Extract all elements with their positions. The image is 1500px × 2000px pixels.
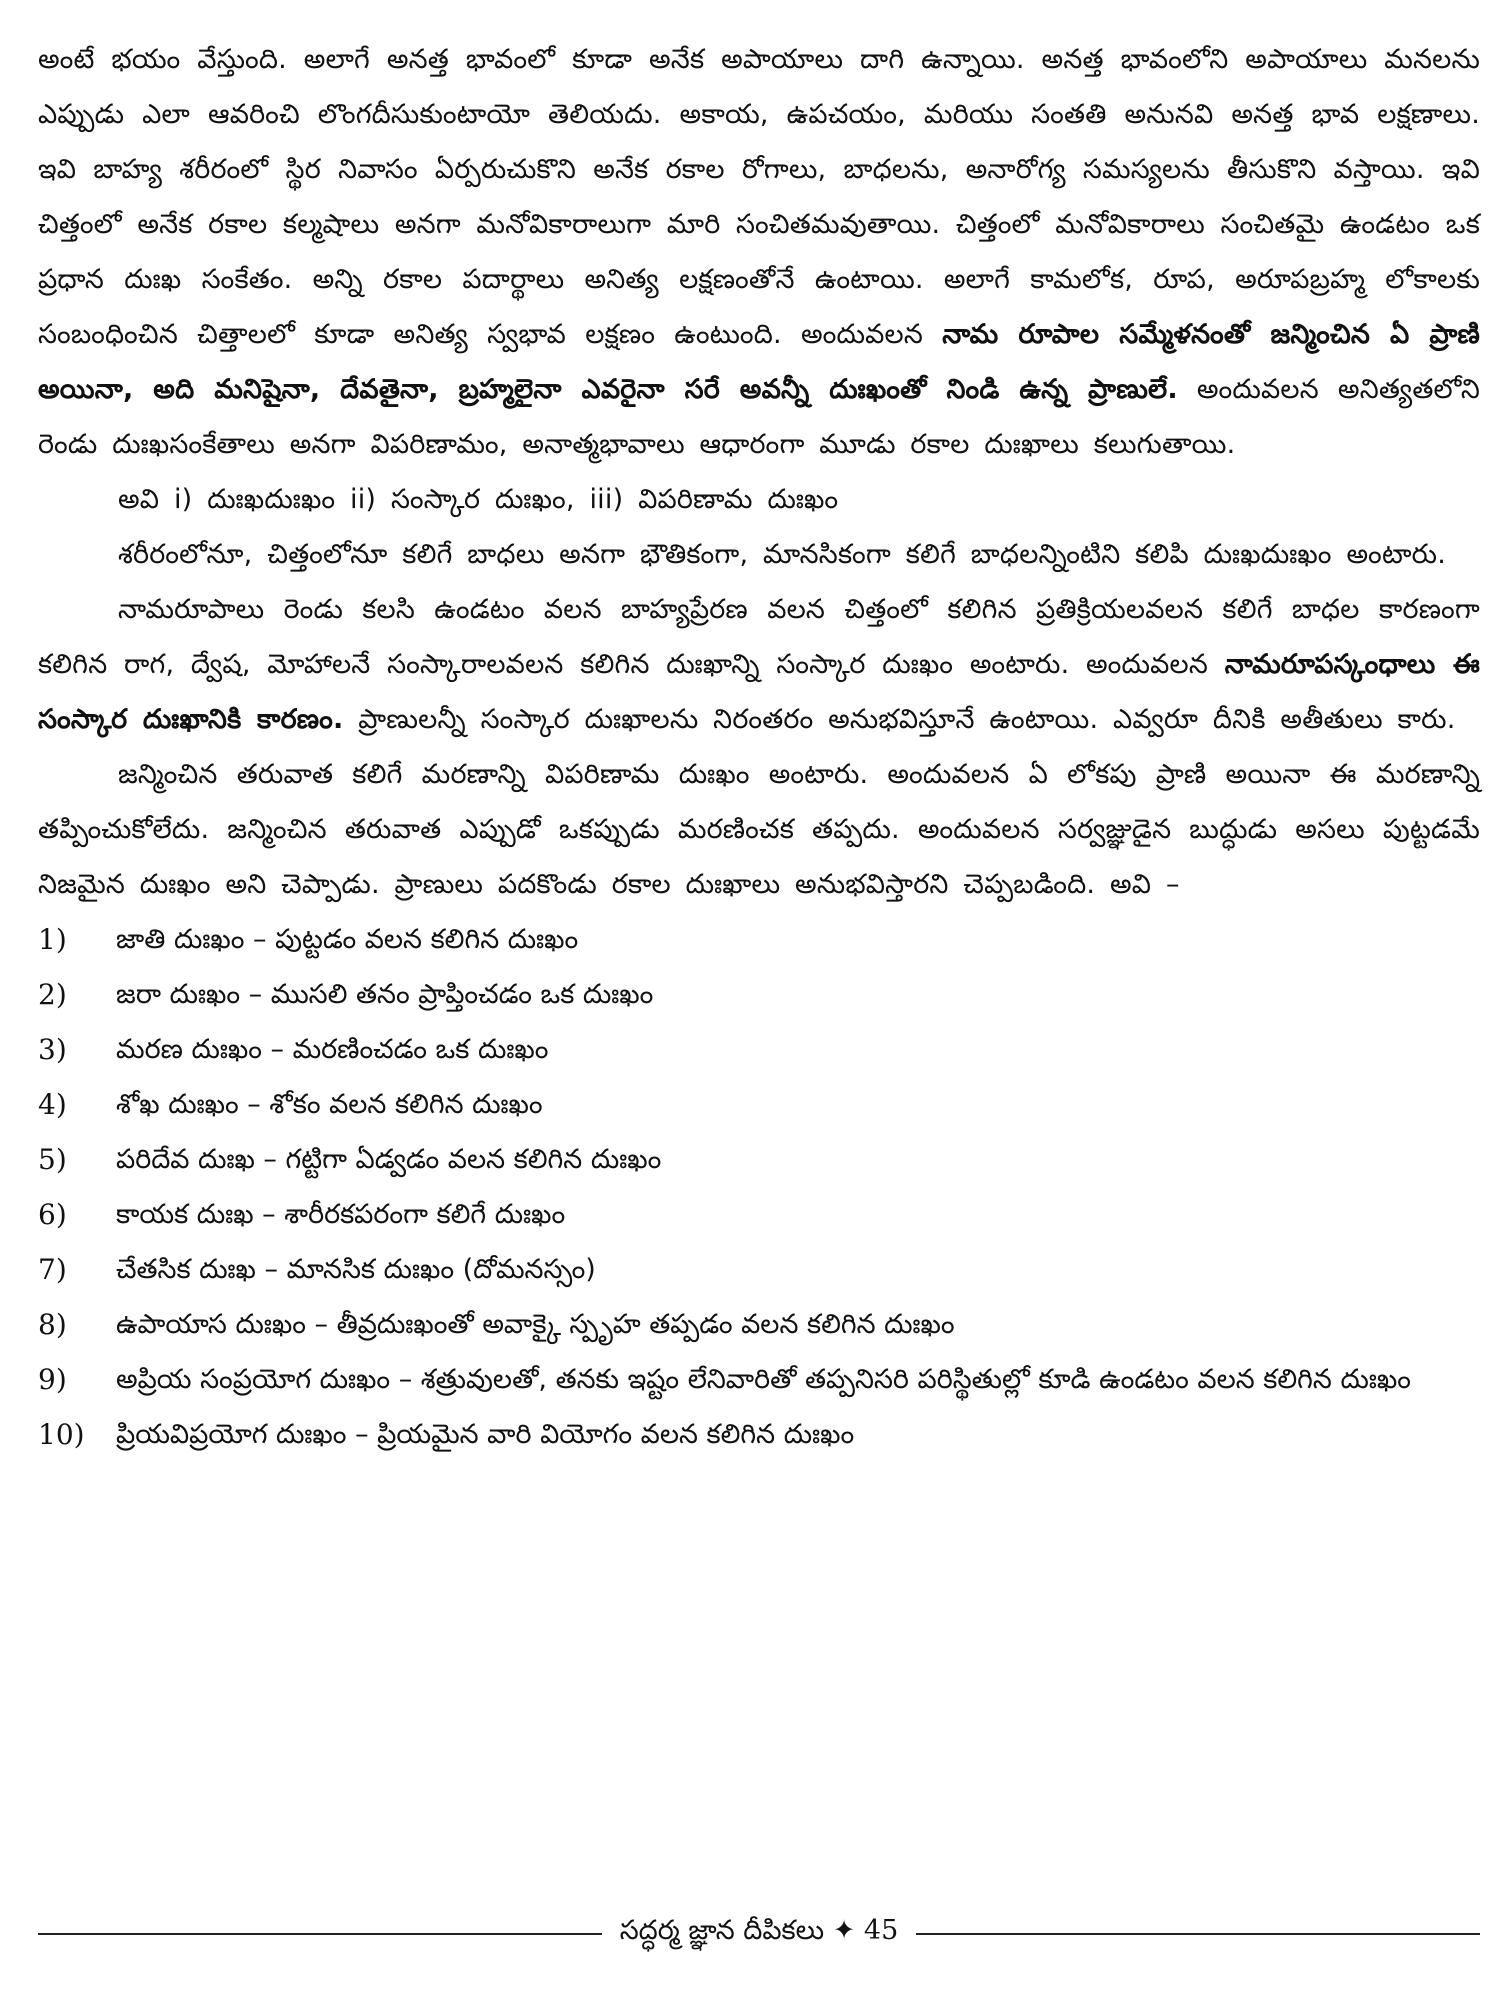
list-item-number: 4)	[38, 1088, 67, 1121]
list-item-text: జాతి దుఃఖం – పుట్టడం వలన కలిగిన దుఃఖం	[116, 924, 579, 955]
page-body	[38, 32, 1480, 1462]
page-number: 45	[863, 1915, 899, 1946]
footer-book-title: సద్ధర్మ జ్ఞాన దీపికలు	[619, 1915, 825, 1946]
footer-rule-right	[916, 1933, 1480, 1935]
list-item	[38, 1297, 1480, 1352]
list-item	[38, 967, 1480, 1022]
text-segment: శరీరంలోనూ, చిత్తంలోనూ కలిగే బాధలు అనగా భౌతికంగా, మానసికంగా కలిగే బాధలన్నింటిని కలిపి దుఃఖదుఃఖం అంటారు.	[118, 539, 1446, 570]
list-item-number: 2)	[38, 978, 67, 1011]
bold-text: నామ రూపాల సమ్మేళనంతో జన్మించిన ఏ ప్రాణి అయినా, అది మనిషైనా, దేవతైనా, బ్రహ్మలైనా ఎవరైనా సరే అవన్నీ దుఃఖంతో నిండి ఉన్న ప్రాణులే.	[38, 319, 1480, 405]
list-item-text: మరణ దుఃఖం – మరణించడం ఒక దుఃఖం	[116, 1034, 549, 1065]
paragraph-p2	[38, 472, 1480, 527]
list-item	[38, 1022, 1480, 1077]
paragraph-p1	[38, 32, 1480, 472]
list-item-number: 6)	[38, 1198, 67, 1231]
list-item-text: శోఖ దుఃఖం – శోకం వలన కలిగిన దుఃఖం	[116, 1089, 543, 1120]
footer-star-icon: ✦	[832, 1915, 856, 1946]
footer-text	[602, 1915, 917, 1953]
text-segment: జన్మించిన తరువాత కలిగే మరణాన్ని విపరిణామ దుఃఖం అంటారు. అందువలన ఏ లోకపు ప్రాణి అయినా ఈ మరణాన్ని తప్పించుకోలేదు. జన్మించిన తరువాత ఎప్పుడో ఒకప్పుడు మరణించక తప్పదు. అందువలన సర్వజ్ఞుడైన బుద్ధుడు అసలు పుట్టడమే నిజమైన దుఃఖం అని చెప్పాడు. ప్రాణులు పదకొండు రకాల దుఃఖాలు అనుభవిస్తారని చెప్పబడింది. అవి –	[38, 759, 1480, 900]
paragraph-p3	[38, 527, 1480, 582]
list-item-text: చేతసిక దుఃఖ – మానసిక దుఃఖం (దోమనస్సం)	[116, 1254, 596, 1285]
list-item	[38, 912, 1480, 967]
list-item	[38, 1407, 1480, 1462]
bold-text: నామరూపస్కంధాలు ఈ సంస్కార దుఃఖానికి కారణం.	[38, 649, 1480, 735]
list-item-text: పరిదేవ దుఃఖ – గట్టిగా ఏడ్వడం వలన కలిగిన దుఃఖం	[116, 1144, 662, 1175]
text-segment: అవి i) దుఃఖదుఃఖం ii) సంస్కార దుఃఖం, iii) విపరిణామ దుఃఖం	[118, 484, 839, 515]
list-item	[38, 1077, 1480, 1132]
list-item-number: 5)	[38, 1143, 67, 1176]
footer-rule-left	[38, 1933, 602, 1935]
list-item	[38, 1187, 1480, 1242]
list-item	[38, 1242, 1480, 1297]
list-item	[38, 1132, 1480, 1187]
paragraph-p5	[38, 747, 1480, 912]
text-segment: ప్రాణులన్నీ సంస్కార దుఃఖాలను నిరంతరం అనుభవిస్తూనే ఉంటాయి. ఎవ్వరూ దీనికి అతీతులు కారు.	[343, 704, 1456, 735]
text-segment: నామరూపాలు రెండు కలసి ఉండటం వలన బాహ్యప్రేరణ వలన చిత్తంలో కలిగిన ప్రతిక్రియలవలన కలిగే బాధల కారణంగా కలిగిన రాగ, ద్వేష, మోహాలనే సంస్కారాలవలన కలిగిన దుఃఖాన్ని సంస్కార దుఃఖం అంటారు. అందువలన	[38, 594, 1480, 680]
paragraph-p4	[38, 582, 1480, 747]
list-item-text: ఉపాయాస దుఃఖం – తీవ్రదుఃఖంతో అవాక్కై స్పృహ తప్పడం వలన కలిగిన దుఃఖం	[116, 1309, 955, 1340]
text-segment: అంటే భయం వేస్తుంది. అలాగే అనత్త భావంలో కూడా అనేక అపాయాలు దాగి ఉన్నాయి. అనత్త భావంలోని అపాయాలు మనలను ఎప్పుడు ఎలా ఆవరించి లొంగదీసుకుంటాయో తెలియదు. అకాయ, ఉపచయం, మరియు సంతతి అనునవి అనత్త భావ లక్షణాలు. ఇవి బాహ్య శరీరంలో స్థిర నివాసం ఏర్పరుచుకొని అనేక రకాల రోగాలు, బాధలను, అనారోగ్య సమస్యలను తీసుకొని వస్తాయి. ఇవి చిత్తంలో అనేక రకాల కల్మషాలు అనగా మనోవికారాలుగా మారి సంచితమవుతాయి. చిత్తంలో మనోవికారాలు సంచితమై ఉండటం ఒక ప్రధాన దుఃఖ సంకేతం. అన్ని రకాల పదార్థాలు అనిత్య లక్షణంతోనే ఉంటాయి. అలాగే కామలోక, రూప, అరూపబ్రహ్మ లోకాలకు సంబంధించిన చిత్తాలలో కూడా అనిత్య స్వభావ లక్షణం ఉంటుంది. అందువలన	[38, 44, 1480, 350]
text-segment: అందువలన అనిత్యతలోని రెండు దుఃఖసంకేతాలు అనగా విపరిణామం, అనాత్మభావాలు ఆధారంగా మూడు రకాల దుఃఖాలు కలుగుతాయి.	[38, 374, 1480, 460]
body-text	[38, 32, 1480, 912]
list-item-number: 7)	[38, 1253, 67, 1286]
list-item-text: జరా దుఃఖం – ముసలి తనం ప్రాప్తించడం ఒక దుఃఖం	[116, 979, 654, 1010]
list-item-number: 1)	[38, 923, 67, 956]
list-item-number: 10)	[38, 1418, 85, 1451]
list-item-number: 9)	[38, 1363, 67, 1396]
list-item-text: ప్రియవిప్రయోగ దుఃఖం – ప్రియమైన వారి వియోగం వలన కలిగిన దుఃఖం	[116, 1419, 855, 1450]
page-footer	[38, 1914, 1480, 1954]
list-item-number: 8)	[38, 1308, 67, 1341]
list-item	[38, 1352, 1480, 1407]
list-item-text: కాయక దుఃఖ – శారీరకపరంగా కలిగే దుఃఖం	[116, 1199, 566, 1230]
list-item-text: అప్రియ సంప్రయోగ దుఃఖం – శత్రువులతో, తనకు ఇష్టం లేనివారితో తప్పనిసరి పరిస్థితుల్లో కూడి ఉండటం వలన కలిగిన దుఃఖం	[116, 1364, 1411, 1395]
list-item-number: 3)	[38, 1033, 67, 1066]
dukkha-list	[38, 912, 1480, 1462]
